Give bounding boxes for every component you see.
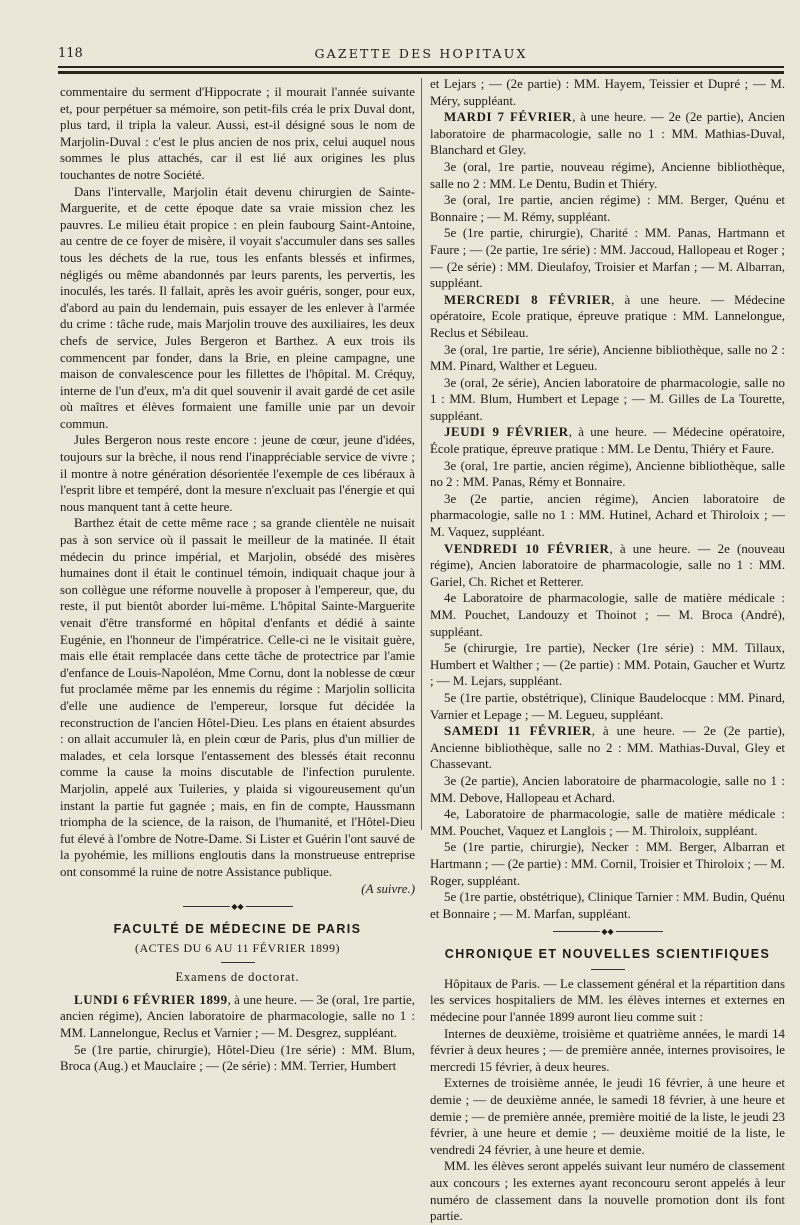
- column-separator: [421, 78, 422, 830]
- exam-entry: 5e (1re partie, obstétrique), Clinique Tarnier : MM. Budin, Quénu et Bonnaire ; — M. Marfan, suppléant.: [430, 890, 785, 921]
- day-label: MARDI 7 FÉVRIER: [444, 110, 573, 125]
- exam-entry: 3e (oral, 2e série), Ancien laboratoire de pharmacologie, salle no 1 : MM. Blum, Humbert et Lepage ; — M. Gilles de La Tourette, suppléant.: [430, 375, 785, 423]
- short-rule: [591, 969, 625, 970]
- paragraph: Hôpitaux de Paris. — Le classement général et la répartition dans les services hospitaliers de MM. les élèves internes et externes en médecine pour l'année 1899 auront lieu comme suit :: [430, 976, 785, 1025]
- day-label: VENDREDI 10 FÉVRIER: [444, 541, 610, 556]
- paragraph: Externes de troisième année, le jeudi 16 février, à une heure et demie ; — de deuxième année, le samedi 18 février, à une heure et demie ; — de première année, première moitié de la liste, le jeudi 23 février, à une heure et demie ; — deuxième moitié de la liste, le vendredi 24 février, à une heure et demie.: [430, 1076, 785, 1157]
- exam-entry: 5e (1re partie, chirurgie), Charité : MM. Panas, Hartmann et Faure ; — (2e partie, 1re série) : MM. Jaccoud, Hallopeau et Roger ; — (2e série) : MM. Dieulafoy, Troisier et Marfan ; — M. Albarran, suppléant.: [430, 226, 785, 291]
- exam-entry: 5e (chirurgie, 1re partie), Necker (1re série) : MM. Tillaux, Humbert et Walther ; — (2e partie) : MM. Potain, Gaucher et Wurtz ; — M. Lejars, suppléant.: [430, 641, 785, 689]
- exam-entry: , à une heure. — 2e (2e partie), Ancienne bibliothèque, salle no 2 : MM. Mathias-Duval, Gley et Chassevant.: [430, 724, 785, 772]
- exam-entry: 3e (oral, 1re partie, 1re série), Ancienne bibliothèque, salle no 2 : MM. Pinard, Walther et Legueu.: [430, 342, 785, 374]
- day-label: MERCREDI 8 FÉVRIER: [444, 292, 612, 307]
- paragraph: Dans l'intervalle, Marjolin était devenu chirurgien de Sainte-Marguerite, et de cette époque date sa vraie mission chez les pauvres. Le milieu était propice : en plein faubourg Saint-Antoine, au centre de ce foyer de misère, il voyait s'accumuler dans ses salles tous les déchets de la rue, tous les enfants blessés et infirmes, négligés ou même abandonnés par leurs parents, les pervertis, les inoculés, les tarés. Il fallait, après les avoir guéris, songer, pour eux, d'abord au pain du lendemain, puis essayer de les enlever à l'armée du crime : tâche rude, mais Marjolin trouve des auxiliaires, les deux chefs de service, Jules Bergeron et Barthez. A eux trois ils commencent par fonder, dans la Brie, en pleine campagne, une maison de convalescence pour les fillettes de l'hôpital. M. Créquy, interne de l'un d'eux, m'a dit quel souvenir il avait gardé de cet asile où maîtres et élèves formaient une famille unie par un devoir commun.: [60, 184, 415, 431]
- paragraph: Jules Bergeron nous reste encore : jeune de cœur, jeune d'idées, toujours sur la brèche, il nous rend l'inappréciable service de vivre ; il montre à notre génération désorientée l'exemple de ces libéraux à l'esprit libre et tempéré, dont la mesure n'excluait pas l'énergie et qui nous manquent tant à cette heure.: [60, 433, 415, 514]
- exam-entry: 4e Laboratoire de pharmacologie, salle de matière médicale : MM. Pouchet, Landouzy et Thoinot ; — M. Broca (André), suppléant.: [430, 591, 785, 639]
- exams-heading: Examens de doctorat.: [175, 970, 300, 985]
- exam-entry: 3e (2e partie), Ancien laboratoire de pharmacologie, salle no 1 : MM. Debove, Hallopeau et Achard.: [430, 773, 785, 805]
- right-column: [430, 76, 785, 1225]
- exam-entry: , à une heure. — Médecine opératoire, Ecole pratique, épreuve pratique : MM. Lannelongue, Reclus et Sébileau.: [430, 292, 785, 340]
- exam-entry: 5e (1re partie, chirurgie), Hôtel-Dieu (1re série) : MM. Blum, Broca (Aug.) et Mauclaire ; — (2e série) : MM. Terrier, Humbert: [60, 1042, 415, 1074]
- exam-entry: , à une heure. — Médecine opératoire, École pratique, épreuve pratique : MM. Le Dentu, Thiéry et Faure.: [430, 425, 785, 457]
- exam-entry: 3e (oral, 1re partie, ancien régime), Ancienne bibliothèque, salle no 2 : MM. Panas, Rémy et Bonnaire.: [430, 458, 785, 490]
- day-label: SAMEDI 11 FÉVRIER: [444, 724, 592, 739]
- page-number: 118: [58, 46, 83, 61]
- page-header: [58, 46, 784, 66]
- paragraph: commentaire du serment d'Hippocrate ; il mourait l'année suivante et, pour perpétuer sa mémoire, son petit-fils créa le prix Duval dont, plus tard, il tripla la valeur. Aussi, est-il désigné sous le nom de Marjolin-Duval : c'est le plus ancien de nos prix, celui auquel nous sommes le plus attachés, car il est lié aux origines les plus touchantes de notre Société.: [60, 85, 415, 182]
- header-rule-thin: [58, 66, 784, 68]
- chronicle-heading: CHRONIQUE ET NOUVELLES SCIENTIFIQUES: [444, 947, 771, 962]
- exam-entry: , à une heure. — 2e (nouveau régime), Ancien laboratoire de pharmacologie, salle no 1 : MM. Gariel, Ch. Richet et Retterer.: [430, 541, 786, 589]
- ornamental-divider: ◆◆: [430, 924, 785, 938]
- paragraph: Barthez était de cette même race ; sa grande clientèle ne nuisait pas à son service où il passait le meilleur de la matinée. Il était médecin du prince impérial, et Marjolin, obsédé des misères humaines dont il était le continuel témoin, indiquait chaque jour à son collègue une réforme nouvelle à proposer à l'empereur, que, du reste, il put bientôt aborder lui-même. L'hôpital Sainte-Marguerite venait d'être transformé en hôpital d'enfants et dédié à sainte Eugénie, en l'honneur de l'impératrice. Celle-ci ne le visitait guère, mais elle était remplacée dans cette tâche de protectrice par l'amie d'enfance de Louis-Napoléon, Mme Cornu, dont la noblesse de cœur fut proclamée même par les ennemis du régime : Marjolin sollicita d'elle une audience de l'empereur, lorsque fut décidée la reconstruction de l'ancien Hôtel-Dieu. Les plans en étaient absurdes : on allait accumuler là, en plein cœur de Paris, plus d'un millier de malades, et cela lorsque l'entassement des blessés était reconnu comme la cause la moins discutable de l'infection purulente. Marjolin, appelé aux Tuileries, y plaida si vigoureusement qu'un instant la partie fut gagnée ; mais, en fin de compte, Haussmann triompha de la science, de la raison, de l'humanité, et l'Hôtel-Dieu fut élevé à l'ombre de Notre-Dame. Si Lister et Guérin l'ont sauvé de la pyohémie, les millions engloutis dans la monstrueuse entreprise ont consommé la ruine de notre Assistance publique.: [60, 516, 415, 879]
- exam-entry: 4e, Laboratoire de pharmacologie, salle de matière médicale : MM. Pouchet, Vaquez et Langlois ; — M. Thiroloix, suppléant.: [430, 807, 785, 838]
- exam-entry: , à une heure. — 2e (2e partie), Ancien laboratoire de pharmacologie, salle no 1 : MM. Mathias-Duval, Blanchard et Gley.: [430, 110, 786, 158]
- exam-entry: , à une heure. — 3e (oral, 1re partie, ancien régime), Ancien laboratoire de pharmacologie, salle no 1 : MM. Lannelongue, Reclus et Varnier ; — M. Desgrez, suppléant.: [60, 992, 416, 1041]
- exam-entry: 3e (2e partie, ancien régime), Ancien laboratoire de pharmacologie, salle no 1 : MM. Hutinel, Achard et Thiroloix ; — M. Vaquez, suppléant.: [430, 491, 785, 540]
- exam-entry: 3e (oral, 1re partie, nouveau régime), Ancienne bibliothèque, salle no 2 : MM. Le Dentu, Budin et Thiéry.: [430, 159, 785, 191]
- exam-entry: et Lejars ; — (2e partie) : MM. Hayem, Teissier et Dupré ; — M. Méry, suppléant.: [430, 77, 785, 108]
- paragraph: MM. les élèves seront appelés suivant leur numéro de classement aux concours ; les externes ayant reconcouru seront appelés à leur numéro de classement dans la nouvelle promotion dont ils font partie.: [430, 1159, 785, 1224]
- day-label: LUNDI 6 FÉVRIER 1899: [74, 992, 228, 1007]
- exam-entry: 5e (1re partie, obstétrique), Clinique Baudelocque : MM. Pinard, Varnier et Lepage ; — M. Legueu, suppléant.: [430, 690, 785, 722]
- day-label: JEUDI 9 FÉVRIER: [444, 425, 569, 440]
- paragraph: Internes de deuxième, troisième et quatrième années, le mardi 14 février à deux heures ; — de première année, internes provisoires, le mercredi 15 février, à deux heures.: [430, 1026, 785, 1074]
- exam-entry: 3e (oral, 1re partie, ancien régime) : MM. Berger, Quénu et Bonnaire ; — M. Rémy, suppléant.: [430, 193, 785, 224]
- ornamental-divider: ◆◆: [60, 899, 415, 913]
- faculty-subheading: (ACTES DU 6 AU 11 FÉVRIER 1899): [134, 940, 341, 955]
- exam-entry: 5e (1re partie, chirurgie), Necker : MM. Berger, Albarran et Hartmann ; — (2e partie) : MM. Cornil, Troisier et Thiroloix ; — M. Roger, suppléant.: [430, 840, 785, 888]
- left-column: [60, 84, 415, 1075]
- header-rule-thick: [58, 71, 784, 74]
- short-rule: [221, 962, 255, 963]
- journal-title: GAZETTE DES HOPITAUX: [314, 46, 528, 61]
- to-be-continued: (A suivre.): [361, 881, 415, 896]
- faculty-heading: FACULTÉ DE MÉDECINE DE PARIS: [113, 922, 362, 937]
